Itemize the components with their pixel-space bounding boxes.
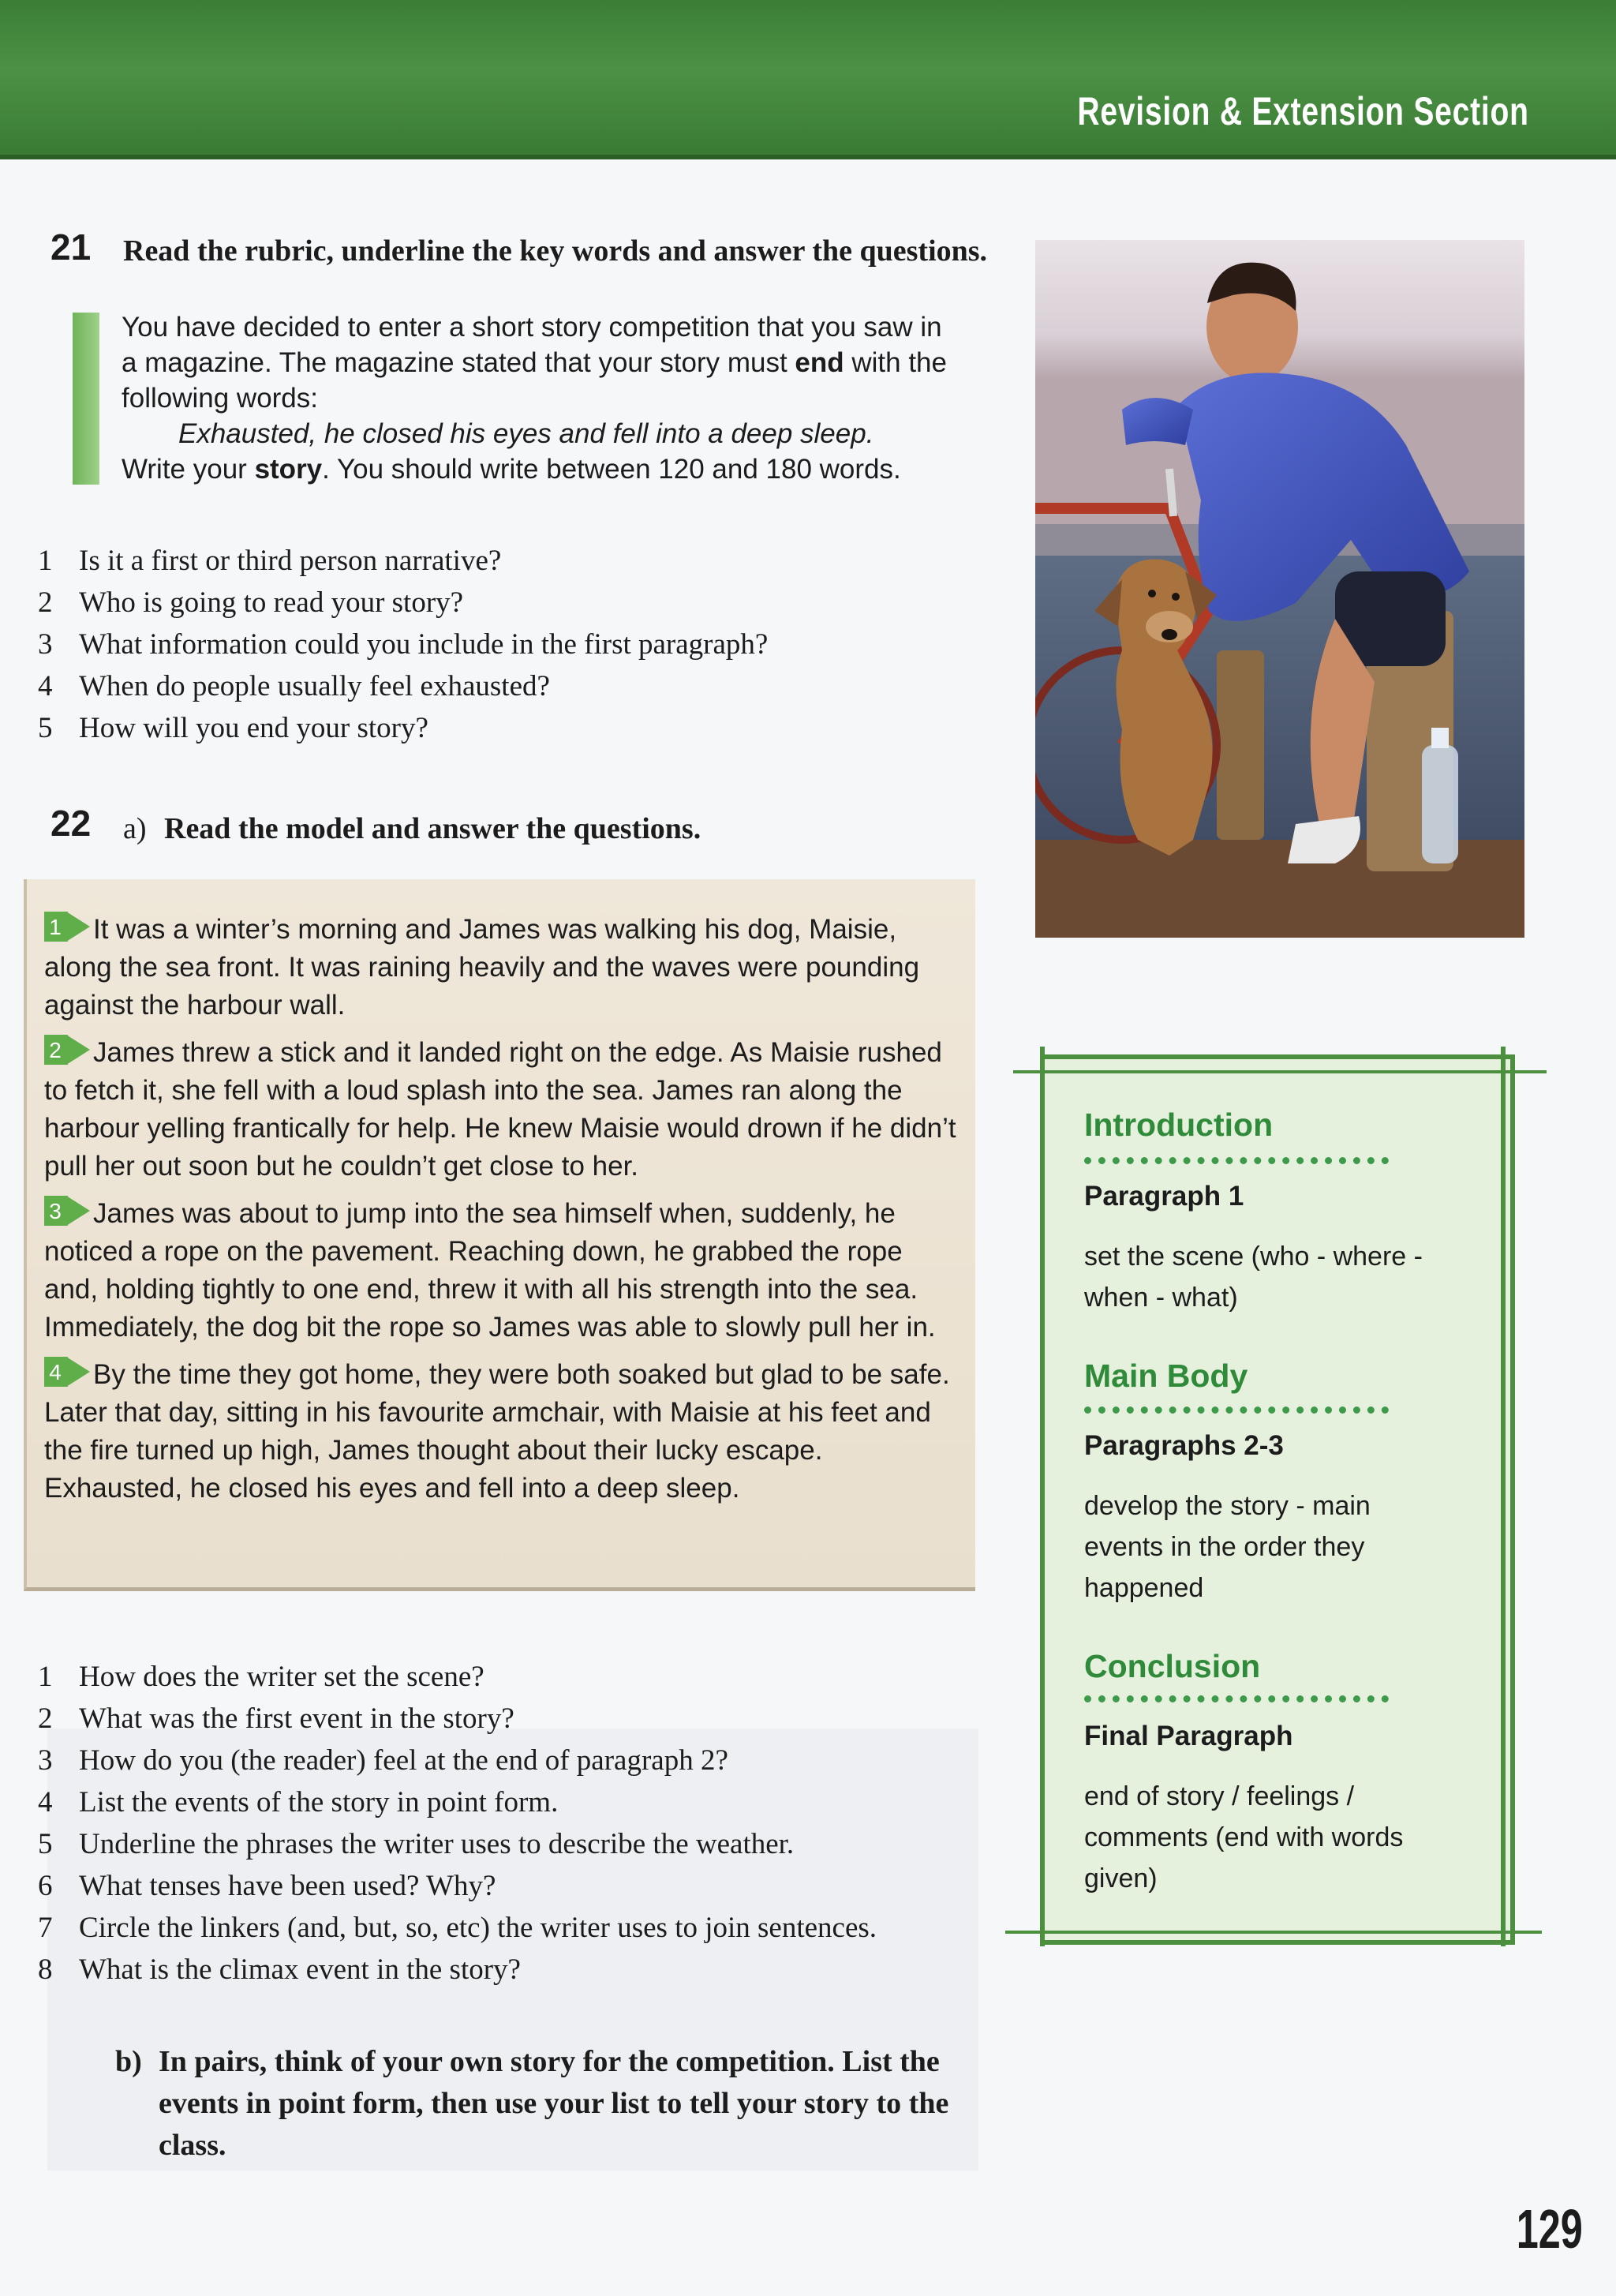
- plan-subheading: Paragraph 1: [1084, 1181, 1244, 1212]
- paragraph-marker-icon: [44, 1357, 90, 1387]
- rubric-quote: Exhausted, he closed his eyes and fell into a deep sleep.: [178, 418, 874, 449]
- dotted-divider: [1084, 1695, 1389, 1702]
- page-number: 129: [1516, 2198, 1583, 2260]
- rubric-text: [122, 309, 997, 487]
- list-item: 1 Is it a first or third person narrative?: [38, 545, 502, 577]
- plan-heading-main-body: Main Body: [1084, 1358, 1248, 1394]
- list-item: 4 List the events of the story in point form.: [38, 1786, 559, 1818]
- key-word-story: story: [254, 454, 323, 485]
- exercise-21-number: 21: [50, 227, 92, 268]
- list-item: 1 How does the writer set the scene?: [38, 1661, 484, 1693]
- exercise-21-title: Read the rubric, underline the key words and answer the questions.: [123, 234, 988, 268]
- rubric-line: following words:: [122, 383, 318, 414]
- exercise-22-questions: [38, 1656, 877, 1991]
- svg-text:3: 3: [49, 1199, 62, 1223]
- paragraph-marker-icon: [44, 1196, 90, 1226]
- list-item: 3 What information could you include in the first paragraph?: [38, 628, 769, 661]
- exercise-22-part-a-title: Read the model and answer the questions.: [164, 812, 701, 845]
- rubric-line: a magazine. The magazine stated that your story must end with the: [122, 347, 947, 378]
- model-paragraph: 2 James threw a stick and it landed right on the edge. As Maisie rushed to fetch it, she fell with a loud splash into the sea. James ran along the harbour yelling frantically for help. He knew Maisie would drown if he didn’t pull her out soon but he couldn’t get close to her.: [44, 1034, 961, 1185]
- plan-border-bottom: [1005, 1931, 1542, 1934]
- plan-border-right: [1501, 1047, 1506, 1946]
- plan-subheading: Paragraphs 2-3: [1084, 1430, 1284, 1461]
- plan-text: end of story / feelings / comments (end with words given): [1084, 1781, 1404, 1893]
- list-item: 8 What is the climax event in the story?: [38, 1953, 521, 1986]
- model-paragraph: 3 James was about to jump into the sea himself when, suddenly, he noticed a rope on the pavement. Reaching down, he grabbed the rope and, holding tightly to one end, threw it with all his strength into the sea. Immediately, the dog bit the rope so James was able to slowly pull her in.: [44, 1195, 961, 1347]
- paragraph-marker-icon: [44, 912, 90, 942]
- plan-heading-conclusion: Conclusion: [1084, 1648, 1261, 1684]
- plan-subheading: Final Paragraph: [1084, 1721, 1293, 1751]
- plan-text: develop the story - main events in the order they happened: [1084, 1491, 1371, 1603]
- key-word-end: end: [795, 347, 844, 378]
- dotted-divider: [1084, 1157, 1389, 1164]
- plan-text: set the scene (who - where - when - what): [1084, 1242, 1423, 1313]
- paragraph-marker-icon: [44, 1035, 90, 1065]
- model-paragraph: 1 It was a winter’s morning and James was walking his dog, Maisie, along the sea front. It was raining heavily and the waves were pounding against the harbour wall.: [44, 911, 961, 1024]
- exercise-21-questions: [38, 540, 768, 749]
- svg-text:1: 1: [49, 915, 62, 939]
- exercise-22-number: 22: [50, 803, 92, 844]
- rubric-line: Write your story. You should write between 120 and 180 words.: [122, 454, 901, 485]
- svg-text:2: 2: [49, 1038, 62, 1062]
- part-b-label: b): [115, 2045, 142, 2078]
- rubric-line: You have decided to enter a short story competition that you saw in: [122, 312, 942, 343]
- exercise-22-part-a-label: a): [123, 812, 147, 845]
- svg-text:4: 4: [49, 1360, 62, 1384]
- section-title: Revision & Extension Section: [1077, 89, 1529, 133]
- plan-border-top: [1013, 1070, 1547, 1073]
- plan-heading-introduction: Introduction: [1084, 1107, 1274, 1143]
- model-paragraph: 4 By the time they got home, they were both soaked but glad to be safe. Later that day, sitting in his favourite armchair, with Maisie at his feet and the fire turned up high, James thought about their lucky escape. Exhausted, he closed his eyes and fell into a deep sleep.: [44, 1356, 961, 1508]
- list-item: 7 Circle the linkers (and, but, so, etc) the writer uses to join sentences.: [38, 1912, 877, 1944]
- list-item: 2 Who is going to read your story?: [38, 586, 464, 619]
- list-item: 4 When do people usually feel exhausted?: [38, 670, 550, 702]
- list-item: 3 How do you (the reader) feel at the end of paragraph 2?: [38, 1744, 728, 1777]
- list-item: 5 How will you end your story?: [38, 712, 428, 744]
- list-item: 6 What tenses have been used? Why?: [38, 1870, 496, 1902]
- dotted-divider: [1084, 1406, 1389, 1414]
- man-with-dog-photo: [1035, 240, 1524, 938]
- exercise-22-part-b: [115, 2041, 975, 2167]
- model-story-box: [24, 879, 975, 1591]
- photo-illustration: [1035, 240, 1524, 938]
- rubric-accent-bar: [73, 313, 99, 485]
- plan-border-left: [1040, 1047, 1045, 1946]
- list-item: 5 Underline the phrases the writer uses to describe the weather.: [38, 1828, 795, 1860]
- part-b-text: In pairs, think of your own story for the competition. List the events in point form, then use your list to tell your story to the class.: [159, 2045, 949, 2162]
- list-item: 2 What was the first event in the story?: [38, 1702, 514, 1735]
- header-band: [0, 0, 1616, 159]
